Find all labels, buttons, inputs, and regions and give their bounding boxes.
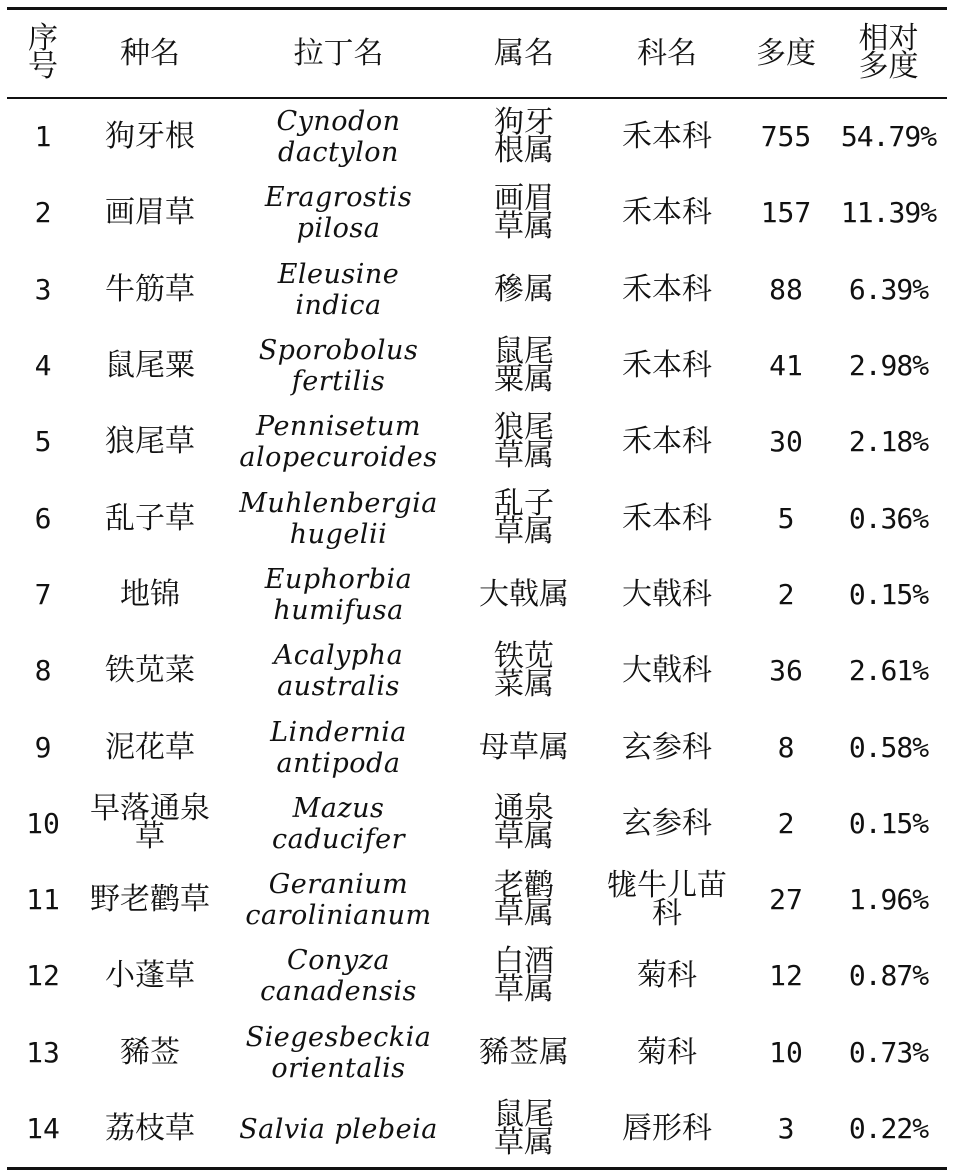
cell-genus xyxy=(456,175,592,251)
genus-text: 大戟属 xyxy=(479,576,569,612)
cell-relative-abundance xyxy=(830,175,947,251)
table-row xyxy=(7,1091,947,1169)
family-text: 玄参科 xyxy=(622,729,712,765)
header-abundance: 多度 xyxy=(756,35,816,71)
cell-abundance xyxy=(742,709,830,785)
cell-species xyxy=(79,786,221,862)
index-text: 3 xyxy=(34,272,52,306)
index-text: 14 xyxy=(26,1112,60,1145)
species-text: 泥花草 xyxy=(105,729,195,765)
family-text: 禾本科 xyxy=(622,195,712,231)
cell-genus xyxy=(456,480,592,556)
species-text: 狗牙根 xyxy=(105,119,195,155)
index-text: 4 xyxy=(34,349,52,383)
relative-abundance-text: 1.96% xyxy=(848,883,929,917)
index-text: 9 xyxy=(34,730,52,764)
cell-species xyxy=(79,862,221,938)
cell-latin xyxy=(221,709,456,785)
latin-line-1: Lindernia xyxy=(270,716,407,748)
genus-text: 母草属 xyxy=(479,729,569,765)
cell-genus xyxy=(456,633,592,709)
header-index: 序号 xyxy=(28,21,58,84)
abundance-text: 2 xyxy=(777,577,795,611)
cell-family xyxy=(592,252,742,328)
relative-abundance-text: 0.73% xyxy=(848,1035,929,1069)
latin-line-1: Pennisetum xyxy=(255,411,422,443)
cell-family xyxy=(592,938,742,1014)
genus-text: 通泉草属 xyxy=(494,791,554,855)
genus-text: 画眉草属 xyxy=(494,180,554,244)
table-body xyxy=(7,98,947,1169)
cell-latin xyxy=(221,175,456,251)
latin-line-2: canadensis xyxy=(260,976,417,1008)
abundance-text: 88 xyxy=(769,272,803,306)
relative-abundance-text: 0.15% xyxy=(848,577,929,611)
cell-relative-abundance xyxy=(830,938,947,1014)
cell-species xyxy=(79,709,221,785)
cell-abundance xyxy=(742,480,830,556)
table-header xyxy=(7,9,947,99)
family-text: 菊科 xyxy=(637,1034,697,1070)
latin-line-1: Acalypha xyxy=(273,640,404,672)
cell-relative-abundance xyxy=(830,786,947,862)
header-relative-abundance: 相对多度 xyxy=(858,21,919,84)
cell-genus xyxy=(456,557,592,633)
family-text: 菊科 xyxy=(637,958,697,994)
latin-line-2: hugelii xyxy=(289,518,388,550)
cell-species xyxy=(79,557,221,633)
cell-family xyxy=(592,404,742,480)
cell-species xyxy=(79,404,221,480)
cell-species xyxy=(79,175,221,251)
latin-line-2: pilosa xyxy=(296,213,381,245)
species-text: 野老鹳草 xyxy=(90,882,210,918)
cell-index xyxy=(7,98,79,175)
family-text: 禾本科 xyxy=(622,500,712,536)
family-text: 大戟科 xyxy=(622,653,712,689)
family-text: 禾本科 xyxy=(622,424,712,460)
cell-abundance xyxy=(742,252,830,328)
family-text: 唇形科 xyxy=(622,1111,712,1146)
latin-line-1: Salvia plebeia xyxy=(239,1113,438,1145)
cell-genus xyxy=(456,252,592,328)
cell-relative-abundance xyxy=(830,633,947,709)
cell-latin xyxy=(221,786,456,862)
cell-genus xyxy=(456,1015,592,1091)
cell-relative-abundance xyxy=(830,404,947,480)
table-row xyxy=(7,938,947,1014)
table-row xyxy=(7,480,947,556)
table-row xyxy=(7,98,947,175)
header-row xyxy=(7,9,947,99)
latin-line-1: Eragrostis xyxy=(264,182,413,214)
cell-family xyxy=(592,328,742,404)
abundance-text: 10 xyxy=(769,1035,803,1069)
abundance-text: 8 xyxy=(777,730,795,764)
table-row xyxy=(7,1015,947,1091)
genus-text: 乱子草属 xyxy=(494,486,554,550)
species-text: 地锦 xyxy=(120,576,180,612)
abundance-text: 36 xyxy=(769,654,803,688)
species-text: 荔枝草 xyxy=(105,1111,195,1146)
cell-index xyxy=(7,938,79,1014)
latin-line-1: Siegesbeckia xyxy=(245,1021,432,1053)
cell-index xyxy=(7,328,79,404)
cell-relative-abundance xyxy=(830,480,947,556)
cell-relative-abundance xyxy=(830,1015,947,1091)
cell-relative-abundance xyxy=(830,1091,947,1169)
cell-genus xyxy=(456,862,592,938)
cell-species xyxy=(79,98,221,175)
latin-line-2: antipoda xyxy=(276,747,401,779)
table-row xyxy=(7,175,947,251)
table-row xyxy=(7,328,947,404)
abundance-text: 755 xyxy=(760,120,812,154)
cell-index xyxy=(7,175,79,251)
cell-index xyxy=(7,557,79,633)
index-text: 12 xyxy=(26,959,60,993)
index-text: 11 xyxy=(26,883,60,917)
header-family: 科名 xyxy=(637,35,697,71)
genus-text: 鼠尾草属 xyxy=(494,1096,554,1160)
species-text: 小蓬草 xyxy=(105,958,195,994)
latin-line-1: Sporobolus xyxy=(258,335,419,367)
index-text: 1 xyxy=(34,120,52,154)
relative-abundance-text: 0.58% xyxy=(848,730,929,764)
genus-text: 狼尾草属 xyxy=(494,409,554,473)
latin-line-2: humifusa xyxy=(273,594,404,626)
genus-text: 豨莶属 xyxy=(479,1034,569,1070)
cell-family xyxy=(592,709,742,785)
header-species: 种名 xyxy=(120,35,180,71)
cell-species xyxy=(79,328,221,404)
cell-index xyxy=(7,862,79,938)
cell-relative-abundance xyxy=(830,252,947,328)
cell-index xyxy=(7,404,79,480)
cell-latin xyxy=(221,633,456,709)
abundance-text: 157 xyxy=(760,196,812,230)
latin-line-2: caducifer xyxy=(271,823,406,855)
latin-line-1: Mazus xyxy=(292,792,385,824)
species-text: 狼尾草 xyxy=(105,424,195,460)
table-row xyxy=(7,252,947,328)
cell-abundance xyxy=(742,633,830,709)
table-row xyxy=(7,786,947,862)
cell-family xyxy=(592,557,742,633)
cell-species xyxy=(79,633,221,709)
cell-abundance xyxy=(742,404,830,480)
cell-latin xyxy=(221,480,456,556)
cell-family xyxy=(592,175,742,251)
cell-latin xyxy=(221,862,456,938)
relative-abundance-text: 2.61% xyxy=(848,654,929,688)
cell-relative-abundance xyxy=(830,328,947,404)
species-text: 乱子草 xyxy=(105,500,195,536)
cell-abundance xyxy=(742,862,830,938)
relative-abundance-text: 6.39% xyxy=(848,272,929,306)
latin-line-2: dactylon xyxy=(278,137,399,169)
cell-genus xyxy=(456,709,592,785)
latin-line-2: alopecuroides xyxy=(239,442,438,474)
species-text: 鼠尾粟 xyxy=(105,348,195,384)
cell-index xyxy=(7,709,79,785)
genus-text: 穇属 xyxy=(494,271,554,307)
index-text: 6 xyxy=(34,501,52,535)
cell-abundance xyxy=(742,1091,830,1169)
latin-line-2: fertilis xyxy=(291,366,386,398)
index-text: 7 xyxy=(34,577,52,611)
cell-latin xyxy=(221,98,456,175)
abundance-text: 30 xyxy=(769,425,803,459)
species-abundance-table xyxy=(7,7,947,1170)
index-text: 8 xyxy=(34,654,52,688)
species-text: 豨莶 xyxy=(120,1034,180,1070)
cell-species xyxy=(79,1091,221,1169)
species-text: 早落通泉草 xyxy=(90,791,210,855)
cell-species xyxy=(79,480,221,556)
latin-line-2: australis xyxy=(277,671,400,703)
cell-abundance xyxy=(742,938,830,1014)
header-latin: 拉丁名 xyxy=(293,35,384,71)
cell-relative-abundance xyxy=(830,98,947,175)
relative-abundance-text: 2.98% xyxy=(848,349,929,383)
cell-family xyxy=(592,1015,742,1091)
cell-latin xyxy=(221,557,456,633)
table-row xyxy=(7,633,947,709)
cell-genus xyxy=(456,404,592,480)
species-text: 牛筋草 xyxy=(105,271,195,307)
abundance-text: 27 xyxy=(769,883,803,917)
latin-line-1: Eleusine xyxy=(277,258,400,290)
family-text: 牻牛儿苗科 xyxy=(607,867,727,931)
cell-latin xyxy=(221,1091,456,1169)
genus-text: 老鹳草属 xyxy=(494,867,554,931)
table-row xyxy=(7,862,947,938)
family-text: 大戟科 xyxy=(622,576,712,612)
cell-index xyxy=(7,786,79,862)
latin-line-1: Geranium xyxy=(268,869,409,901)
genus-text: 鼠尾粟属 xyxy=(494,333,554,397)
cell-genus xyxy=(456,1091,592,1169)
cell-abundance xyxy=(742,175,830,251)
cell-family xyxy=(592,633,742,709)
cell-family xyxy=(592,98,742,175)
latin-line-2: carolinianum xyxy=(245,900,432,932)
latin-line-1: Conyza xyxy=(287,945,390,977)
cell-index xyxy=(7,252,79,328)
cell-family xyxy=(592,786,742,862)
genus-text: 白酒草属 xyxy=(494,943,554,1007)
latin-line-2: indica xyxy=(295,289,382,321)
relative-abundance-text: 2.18% xyxy=(848,425,929,459)
genus-text: 狗牙根属 xyxy=(494,104,554,168)
abundance-text: 41 xyxy=(769,349,803,383)
table-row xyxy=(7,404,947,480)
cell-index xyxy=(7,480,79,556)
relative-abundance-text: 0.22% xyxy=(848,1112,929,1145)
cell-latin xyxy=(221,938,456,1014)
cell-genus xyxy=(456,786,592,862)
cell-latin xyxy=(221,252,456,328)
species-text: 画眉草 xyxy=(105,195,195,231)
cell-species xyxy=(79,938,221,1014)
abundance-text: 2 xyxy=(777,806,795,840)
latin-line-1: Cynodon xyxy=(276,106,401,138)
index-text: 13 xyxy=(26,1035,60,1069)
cell-latin xyxy=(221,1015,456,1091)
cell-abundance xyxy=(742,786,830,862)
family-text: 玄参科 xyxy=(622,805,712,841)
species-text: 铁苋菜 xyxy=(105,653,195,689)
relative-abundance-text: 54.79% xyxy=(840,120,937,154)
cell-family xyxy=(592,480,742,556)
cell-abundance xyxy=(742,98,830,175)
relative-abundance-text: 0.87% xyxy=(848,959,929,993)
abundance-text: 5 xyxy=(777,501,795,535)
cell-abundance xyxy=(742,557,830,633)
latin-line-1: Euphorbia xyxy=(264,563,413,595)
index-text: 5 xyxy=(34,425,52,459)
cell-genus xyxy=(456,98,592,175)
abundance-text: 3 xyxy=(777,1112,795,1145)
cell-relative-abundance xyxy=(830,862,947,938)
species-table-container xyxy=(7,7,947,1170)
cell-latin xyxy=(221,328,456,404)
cell-abundance xyxy=(742,1015,830,1091)
cell-relative-abundance xyxy=(830,709,947,785)
cell-species xyxy=(79,252,221,328)
cell-index xyxy=(7,633,79,709)
cell-abundance xyxy=(742,328,830,404)
family-text: 禾本科 xyxy=(622,119,712,155)
latin-line-1: Muhlenbergia xyxy=(239,487,438,519)
cell-genus xyxy=(456,938,592,1014)
cell-latin xyxy=(221,404,456,480)
latin-line-2: orientalis xyxy=(271,1052,406,1084)
cell-relative-abundance xyxy=(830,557,947,633)
table-row xyxy=(7,709,947,785)
cell-genus xyxy=(456,328,592,404)
family-text: 禾本科 xyxy=(622,271,712,307)
cell-family xyxy=(592,862,742,938)
abundance-text: 12 xyxy=(769,959,803,993)
relative-abundance-text: 0.15% xyxy=(848,806,929,840)
family-text: 禾本科 xyxy=(622,348,712,384)
index-text: 10 xyxy=(26,806,60,840)
relative-abundance-text: 0.36% xyxy=(848,501,929,535)
table-row xyxy=(7,557,947,633)
genus-text: 铁苋菜属 xyxy=(494,638,554,702)
cell-family xyxy=(592,1091,742,1169)
header-genus: 属名 xyxy=(494,35,554,71)
cell-index xyxy=(7,1015,79,1091)
relative-abundance-text: 11.39% xyxy=(840,196,937,230)
index-text: 2 xyxy=(34,196,52,230)
cell-species xyxy=(79,1015,221,1091)
cell-index xyxy=(7,1091,79,1169)
